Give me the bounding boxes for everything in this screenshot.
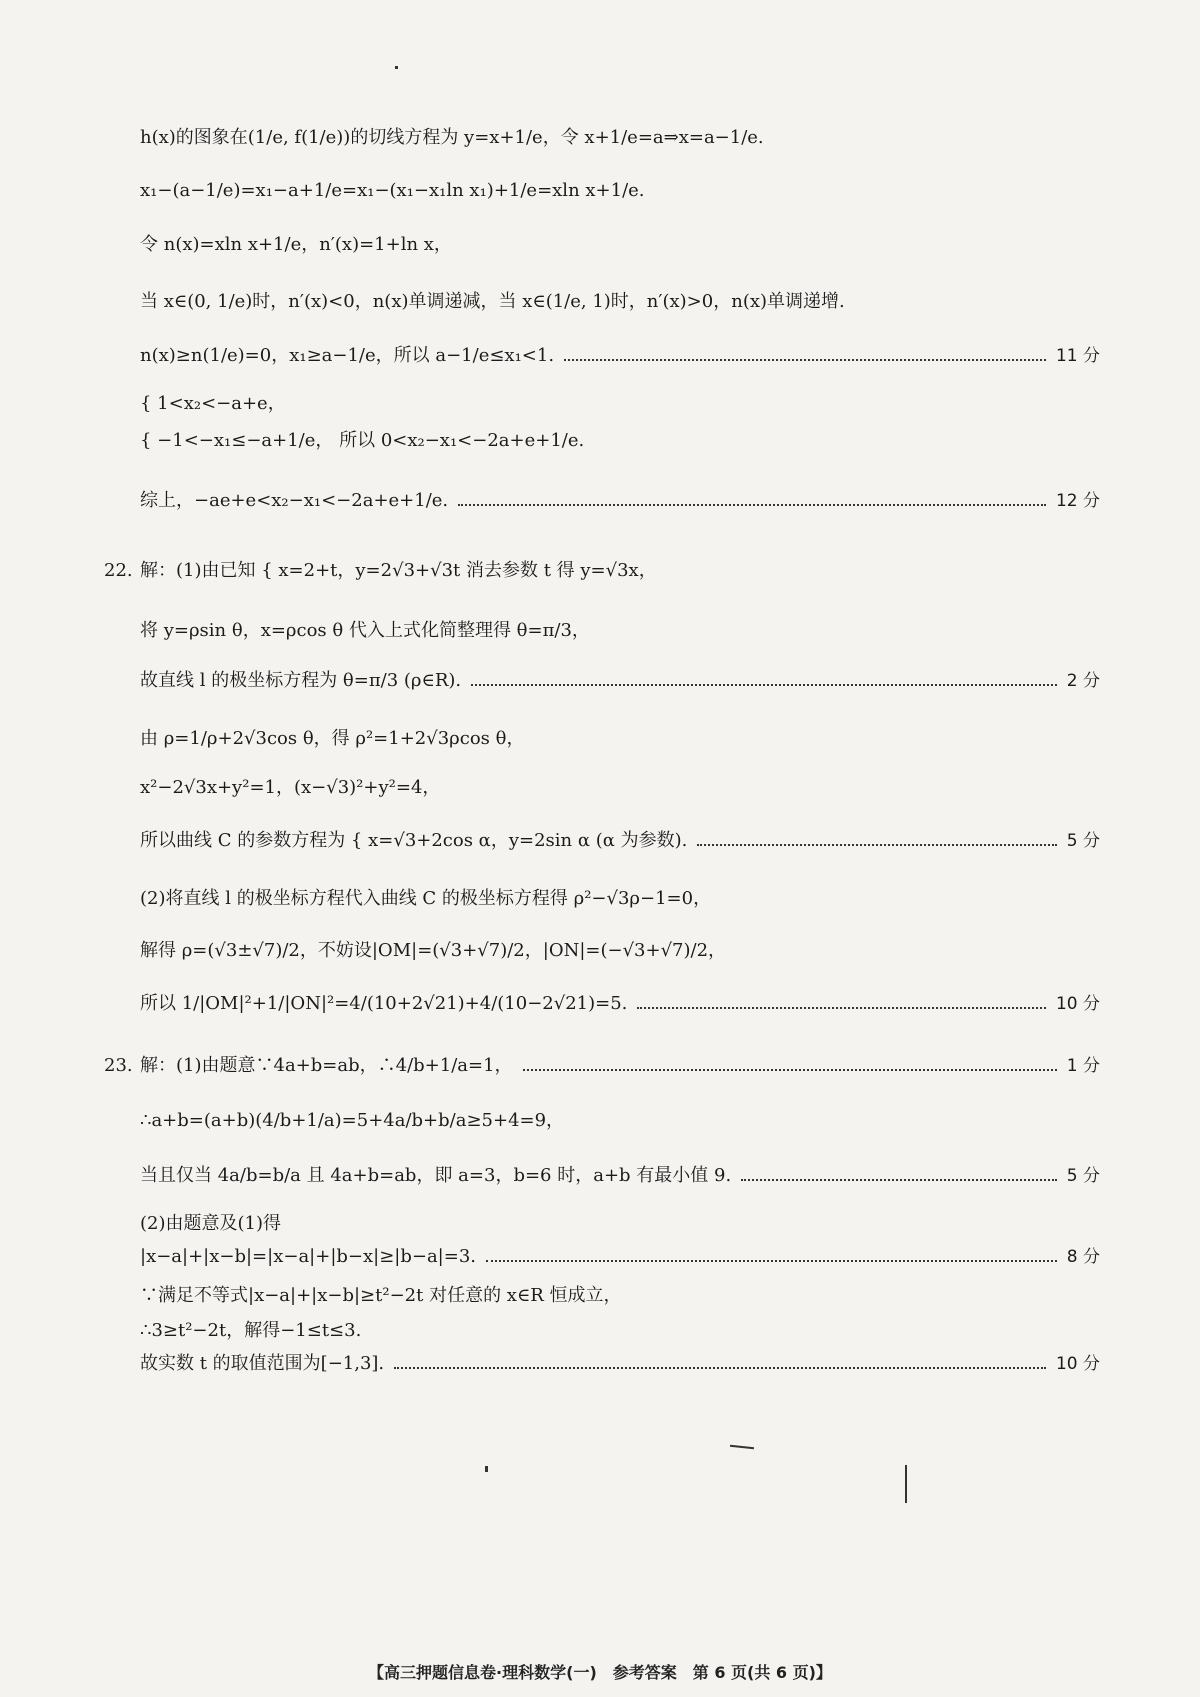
scan-speck xyxy=(905,1465,907,1503)
score: 5 分 xyxy=(1066,830,1100,851)
score: 1 分 xyxy=(1066,1055,1100,1076)
score: 2 分 xyxy=(1066,670,1100,691)
score: 12 分 xyxy=(1055,490,1100,511)
answer-line-4: 当 x∈(0, 1/e)时，n′(x)<0，n(x)单调递减，当 x∈(1/e, 1)时，n′(x)>0，n(x)单调递增. xyxy=(140,291,845,312)
answer-line-8: 综上，−ae+e<x₂−x₁<−2a+e+1/e. 12 分 xyxy=(140,490,1100,511)
score: 11 分 xyxy=(1055,345,1100,366)
answer-line-5: n(x)≥n(1/e)=0，x₁≥a−1/e，所以 a−1/e≤x₁<1. 11 分 xyxy=(140,345,1100,366)
scan-speck xyxy=(395,66,398,69)
answer-line-22: |x−a|+|x−b|=|x−a|+|b−x|≥|b−a|=3. 8 分 xyxy=(140,1246,1100,1267)
scan-speck xyxy=(485,1466,488,1472)
answer-line-6: { 1<x₂<−a+e， xyxy=(140,393,286,414)
score: 10 分 xyxy=(1055,1353,1100,1374)
answer-line-7: { −1<−x₁≤−a+1/e， 所以 0<x₂−x₁<−2a+e+1/e. xyxy=(140,430,585,451)
answer-line-15: (2)将直线 l 的极坐标方程代入曲线 C 的极坐标方程得 ρ²−√3ρ−1=0， xyxy=(140,888,712,909)
answer-line-2: x₁−(a−1/e)=x₁−a+1/e=x₁−(x₁−x₁ln x₁)+1/e=xln x+1/e. xyxy=(140,180,645,201)
answer-line-16: 解得 ρ=(√3±√7)/2，不妨设|OM|=(√3+√7)/2，|ON|=(−√3+√7)/2， xyxy=(140,940,727,961)
answer-line-24: ∴3≥t²−2t，解得−1≤t≤3. xyxy=(140,1320,362,1341)
dot-leader xyxy=(697,844,1056,846)
answer-line-23: ∵满足不等式|x−a|+|x−b|≥t²−2t 对任意的 x∈R 恒成立， xyxy=(140,1285,622,1306)
scan-speck xyxy=(730,1445,754,1449)
answer-line-14: 所以曲线 C 的参数方程为 { x=√3+2cos α，y=2sin α (α 为参数). 5 分 xyxy=(140,830,1100,851)
answer-line-3: 令 n(x)=xln x+1/e，n′(x)=1+ln x， xyxy=(140,234,452,255)
answer-line-17: 所以 1/|OM|²+1/|ON|²=4/(10+2√21)+4/(10−2√21)=5. 10 分 xyxy=(140,993,1100,1014)
score: 5 分 xyxy=(1066,1165,1100,1186)
page-footer: 【高三押题信息卷·理科数学(一) 参考答案 第 6 页(共 6 页)】 xyxy=(368,1663,832,1682)
dot-leader xyxy=(741,1179,1057,1181)
dot-leader xyxy=(564,359,1046,361)
score: 10 分 xyxy=(1055,993,1100,1014)
question-number: 22. xyxy=(104,560,133,581)
question-number: 23. xyxy=(104,1055,133,1076)
dot-leader xyxy=(486,1260,1057,1262)
dot-leader xyxy=(394,1367,1046,1369)
answer-line-20: 当且仅当 4a/b=b/a 且 4a+b=ab，即 a=3，b=6 时，a+b 有最小值 9. 5 分 xyxy=(140,1165,1100,1186)
answer-line-13: x²−2√3x+y²=1，(x−√3)²+y²=4， xyxy=(140,777,441,798)
dot-leader xyxy=(637,1007,1046,1009)
answer-line-11: 故直线 l 的极坐标方程为 θ=π/3 (ρ∈R). 2 分 xyxy=(140,670,1100,691)
answer-line-1: h(x)的图象在(1/e, f(1/e))的切线方程为 y=x+1/e，令 x+1/e=a⇒x=a−1/e. xyxy=(140,127,764,148)
score: 8 分 xyxy=(1066,1246,1100,1267)
answer-line-9: 解：(1)由已知 { x=2+t，y=2√3+√3t 消去参数 t 得 y=√3x， xyxy=(140,560,657,581)
dot-leader xyxy=(471,684,1057,686)
answer-line-25: 故实数 t 的取值范围为[−1,3]. 10 分 xyxy=(140,1353,1100,1374)
answer-line-12: 由 ρ=1/ρ+2√3cos θ，得 ρ²=1+2√3ρcos θ， xyxy=(140,728,525,749)
dot-leader xyxy=(458,504,1046,506)
answer-line-19: ∴a+b=(a+b)(4/b+1/a)=5+4a/b+b/a≥5+4=9， xyxy=(140,1110,565,1131)
dot-leader xyxy=(523,1069,1057,1071)
answer-line-18: 解：(1)由题意∵4a+b=ab，∴4/b+1/a=1， 1 分 xyxy=(140,1055,1100,1076)
answer-line-21: (2)由题意及(1)得 xyxy=(140,1213,281,1234)
answer-line-10: 将 y=ρsin θ，x=ρcos θ 代入上式化简整理得 θ=π/3， xyxy=(140,620,590,641)
